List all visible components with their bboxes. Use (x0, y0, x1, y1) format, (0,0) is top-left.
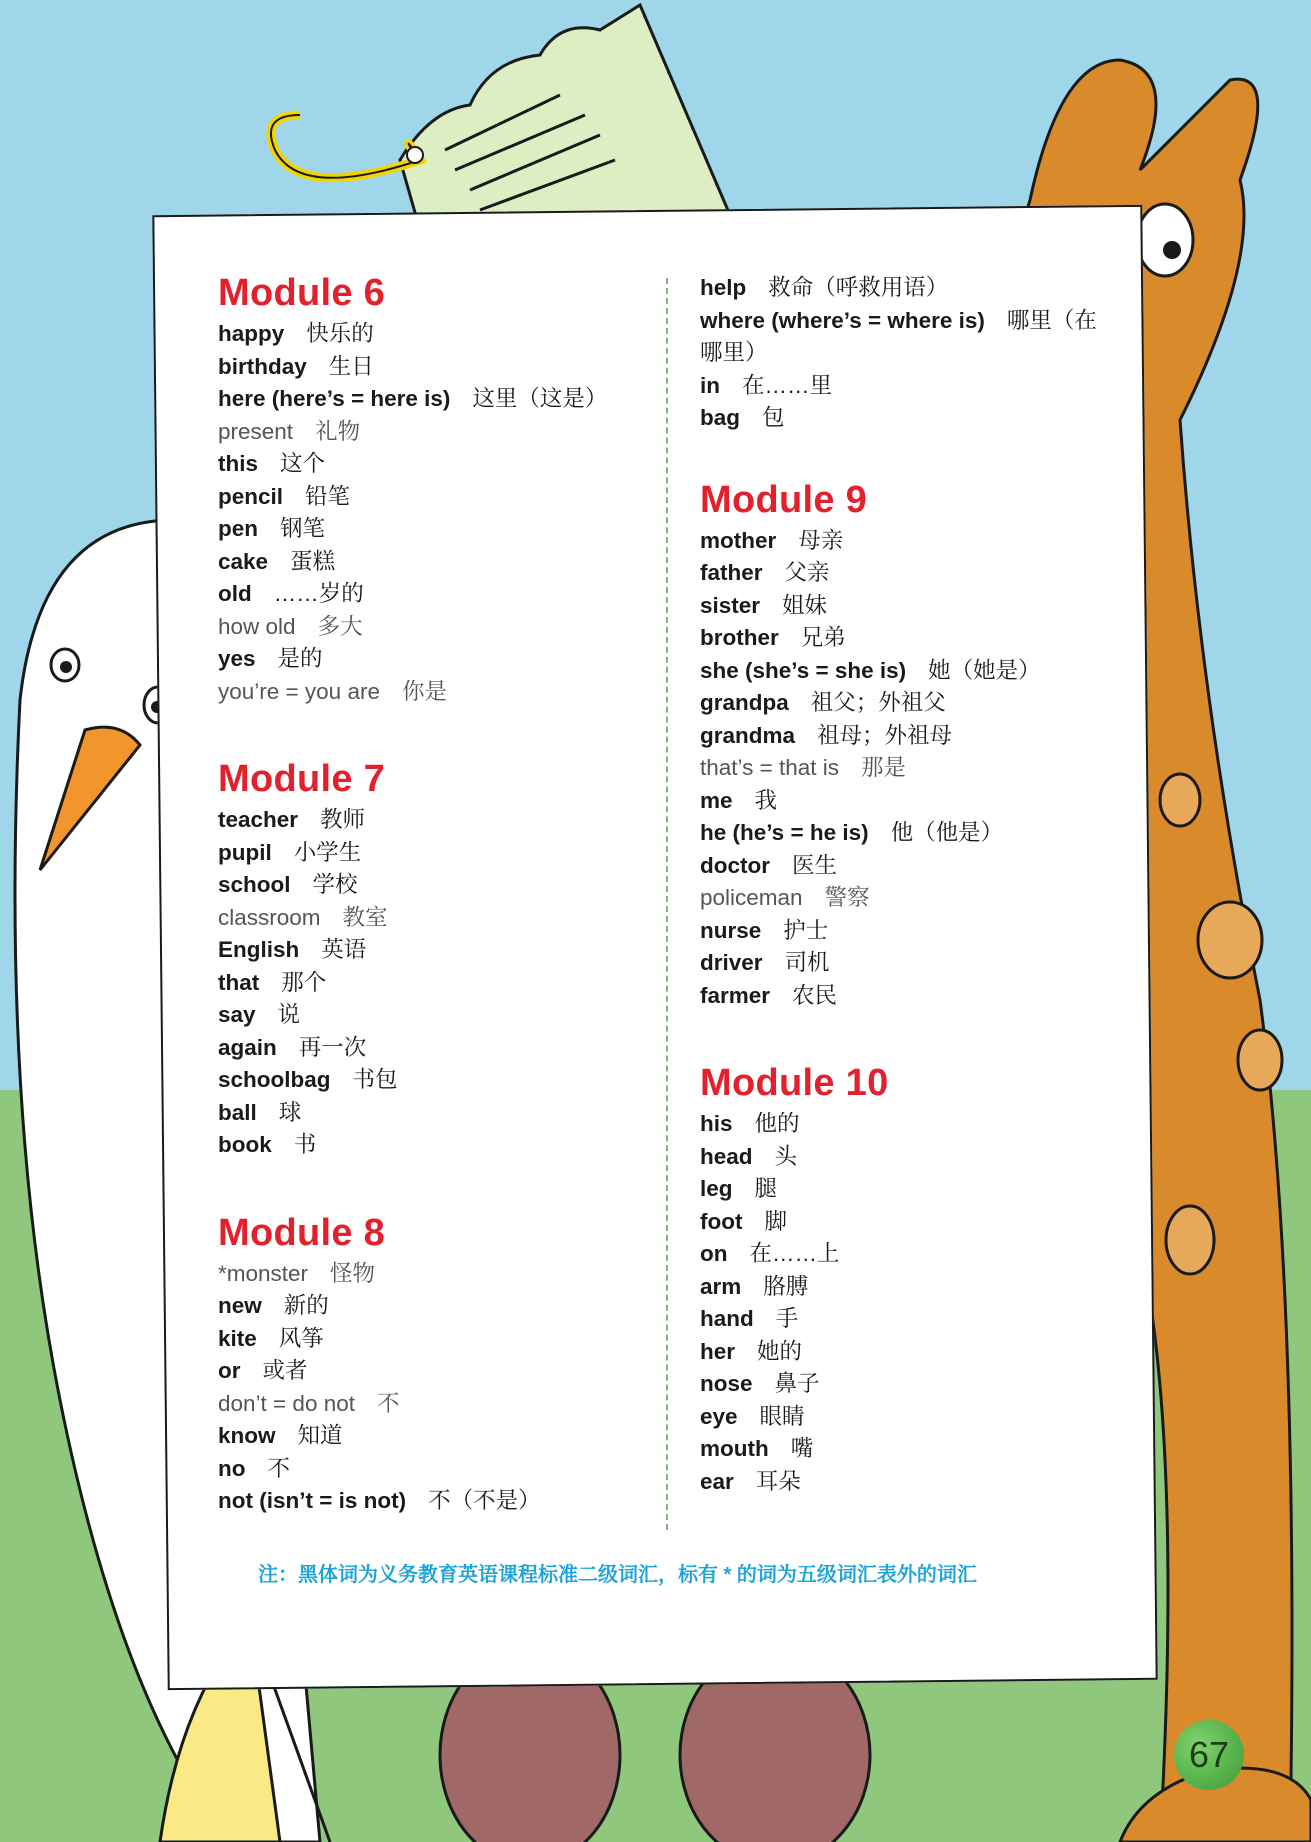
module-title: Module 9 (700, 478, 868, 521)
word-entry (700, 1271, 1100, 1304)
word-list (700, 1108, 1100, 1498)
english-word: classroom (218, 904, 321, 930)
chinese-meaning: 书包 (352, 1067, 398, 1092)
word-entry (700, 1433, 1100, 1466)
english-word: on (700, 1241, 728, 1266)
chinese-meaning: 嘴 (790, 1436, 814, 1461)
english-word: she (she’s = she is) (700, 657, 907, 683)
word-entry (218, 448, 668, 481)
english-word: farmer (700, 982, 771, 1008)
chinese-meaning: 司机 (784, 950, 830, 975)
chinese-meaning: 在……里 (742, 372, 833, 398)
english-word: grandma (700, 722, 796, 748)
word-list (700, 525, 1100, 1013)
english-word: that’s = that is (700, 755, 840, 780)
word-entry (218, 416, 668, 449)
chinese-meaning: 哪里（在哪里） (700, 307, 1097, 365)
module-title: Module 6 (218, 272, 386, 314)
chinese-meaning: 祖母；外祖母 (817, 722, 953, 748)
chinese-meaning: 在……上 (749, 1241, 840, 1266)
english-word: her (700, 1338, 736, 1364)
word-entry (218, 1355, 668, 1388)
english-word: yes (218, 646, 256, 671)
word-entry (700, 817, 1100, 850)
word-entry (218, 318, 668, 351)
english-word: head (700, 1143, 753, 1169)
english-word: teacher (218, 807, 299, 832)
english-word: this (218, 451, 259, 476)
english-word: birthday (218, 353, 307, 379)
word-entry (218, 546, 668, 579)
english-word: here (here’s = here is) (218, 386, 451, 411)
left-column (218, 272, 668, 1524)
english-word: how old (218, 613, 296, 639)
chinese-meaning: 怪物 (330, 1260, 376, 1286)
english-word: brother (700, 625, 779, 650)
word-entry (700, 1206, 1100, 1239)
english-word: present (218, 418, 294, 444)
word-entry (218, 1323, 668, 1356)
chinese-meaning: ……岁的 (273, 581, 364, 606)
word-entry (700, 882, 1100, 915)
chinese-meaning: 耳朵 (755, 1468, 801, 1494)
chinese-meaning: 小学生 (293, 839, 362, 865)
english-word: nose (700, 1371, 753, 1396)
word-entry (700, 687, 1100, 720)
chinese-meaning: 胳膊 (763, 1273, 809, 1299)
word-entry (218, 1129, 668, 1162)
english-word: sister (700, 592, 761, 618)
english-word: eye (700, 1403, 738, 1429)
english-word: pencil (218, 483, 284, 509)
chinese-meaning: 他的 (754, 1111, 800, 1136)
chinese-meaning: 钢笔 (280, 516, 326, 541)
chinese-meaning: 快乐的 (306, 321, 374, 346)
chinese-meaning: 蛋糕 (290, 548, 336, 574)
word-entry (218, 513, 668, 546)
chinese-meaning: 多大 (317, 613, 363, 639)
chinese-meaning: 这个 (280, 451, 326, 476)
chinese-meaning: 书 (293, 1132, 317, 1157)
chinese-meaning: 兄弟 (800, 625, 846, 650)
word-entry (700, 655, 1100, 688)
word-entry (218, 837, 668, 870)
chinese-meaning: 眼睛 (759, 1403, 805, 1429)
word-entry (218, 383, 668, 416)
chinese-meaning: 这里（这是） (472, 386, 608, 411)
chinese-meaning: 父亲 (784, 560, 830, 585)
word-list-continued (700, 272, 1100, 435)
english-word: *monster (218, 1260, 309, 1286)
chinese-meaning: 护士 (783, 917, 829, 943)
chinese-meaning: 或者 (262, 1358, 308, 1383)
english-word: not (isn’t = is not) (218, 1488, 407, 1513)
word-entry (218, 967, 668, 1000)
english-word: policeman (700, 885, 803, 910)
word-entry (218, 804, 668, 837)
english-word: don’t = do not (218, 1390, 355, 1416)
chinese-meaning: 她（她是） (928, 657, 1041, 683)
word-entry (700, 1336, 1100, 1369)
module-7-section (218, 758, 668, 1162)
word-entry (700, 785, 1100, 818)
chinese-meaning: 教室 (342, 904, 388, 930)
word-entry (218, 643, 668, 676)
english-word: old (218, 581, 252, 606)
chinese-meaning: 鼻子 (774, 1371, 820, 1396)
word-entry (700, 557, 1100, 590)
english-word: kite (218, 1325, 257, 1351)
chinese-meaning: 你是 (401, 678, 447, 704)
english-word: grandpa (700, 690, 789, 715)
word-entry (218, 999, 668, 1032)
english-word: doctor (700, 852, 770, 878)
english-word: pen (218, 516, 259, 541)
english-word: driver (700, 950, 763, 975)
english-word: mouth (700, 1436, 769, 1461)
word-entry (218, 578, 668, 611)
word-entry (700, 980, 1100, 1013)
chinese-meaning: 再一次 (298, 1034, 367, 1060)
word-entry (700, 947, 1100, 980)
chinese-meaning: 母亲 (798, 527, 844, 553)
english-word: nurse (700, 917, 762, 943)
word-entry (218, 611, 668, 644)
module-title: Module 8 (218, 1211, 386, 1254)
english-word: help (700, 275, 747, 300)
english-word: ear (700, 1468, 734, 1494)
english-word: no (218, 1455, 246, 1481)
english-word: ball (218, 1099, 257, 1125)
word-entry (700, 272, 1100, 305)
word-entry (700, 305, 1100, 370)
english-word: cake (218, 548, 269, 574)
word-entry (218, 676, 668, 709)
chinese-meaning: 球 (278, 1099, 302, 1125)
word-list (218, 804, 668, 1162)
module-10-section (700, 1062, 1100, 1498)
chinese-meaning: 手 (775, 1306, 799, 1331)
chinese-meaning: 医生 (792, 852, 838, 878)
chinese-meaning: 英语 (321, 937, 367, 962)
chinese-meaning: 教师 (320, 807, 366, 832)
word-entry (218, 1420, 668, 1453)
word-entry (700, 1141, 1100, 1174)
english-word: book (218, 1132, 272, 1157)
word-entry (700, 850, 1100, 883)
english-word: pupil (218, 839, 272, 865)
word-entry (218, 1485, 668, 1518)
english-word: that (218, 969, 260, 995)
english-word: or (218, 1358, 241, 1383)
word-list (218, 318, 668, 708)
right-column (700, 272, 1100, 1504)
word-entry (218, 1290, 668, 1323)
word-entry (700, 1401, 1100, 1434)
word-entry (218, 902, 668, 935)
chinese-meaning: 警察 (824, 885, 870, 910)
english-word: arm (700, 1273, 742, 1299)
chinese-meaning: 学校 (312, 872, 358, 897)
chinese-meaning: 姐妹 (782, 592, 828, 618)
english-word: me (700, 787, 733, 813)
chinese-meaning: 祖父；外祖父 (810, 690, 946, 715)
english-word: English (218, 937, 300, 962)
paper-tag-illustration (271, 5, 730, 230)
word-entry (218, 1258, 668, 1291)
english-word: in (700, 372, 720, 398)
chinese-meaning: 她的 (757, 1338, 803, 1364)
word-entry (700, 1173, 1100, 1206)
chinese-meaning: 不 (267, 1455, 291, 1481)
english-word: happy (218, 321, 285, 346)
word-entry (218, 1453, 668, 1486)
chinese-meaning: 礼物 (315, 418, 361, 444)
chinese-meaning: 铅笔 (305, 483, 351, 509)
english-word: leg (700, 1176, 733, 1201)
chinese-meaning: 说 (277, 1002, 301, 1027)
module-title: Module 10 (700, 1062, 889, 1104)
word-entry (700, 402, 1100, 435)
chinese-meaning: 那个 (281, 969, 327, 995)
word-entry (700, 622, 1100, 655)
footnote: 注：黑体词为义务教育英语课程标准二级词汇，标有 * 的词为五级词汇表外的词汇 (258, 1564, 977, 1586)
word-entry (700, 590, 1100, 623)
english-word: bag (700, 405, 741, 430)
word-entry (218, 934, 668, 967)
module-9-section (700, 479, 1100, 1013)
chinese-meaning: 脚 (764, 1208, 787, 1234)
english-word: hand (700, 1306, 754, 1331)
chinese-meaning: 头 (774, 1143, 798, 1169)
word-entry (700, 1466, 1100, 1499)
word-entry (700, 720, 1100, 753)
english-word: you’re = you are (218, 678, 380, 704)
page-number: 67 (1174, 1720, 1244, 1790)
chinese-meaning: 生日 (328, 353, 374, 379)
word-entry (700, 1303, 1100, 1336)
english-word: father (700, 560, 763, 585)
english-word: new (218, 1293, 262, 1318)
word-entry (700, 370, 1100, 403)
module-title: Module 7 (218, 758, 386, 800)
english-word: where (where’s = where is) (700, 307, 985, 333)
word-entry (218, 351, 668, 384)
english-word: say (218, 1002, 256, 1027)
english-word: mother (700, 527, 777, 553)
chinese-meaning: 他（他是） (890, 820, 1004, 845)
english-word: foot (700, 1208, 743, 1234)
chinese-meaning: 不 (377, 1390, 400, 1416)
word-entry (218, 1097, 668, 1130)
word-entry (700, 525, 1100, 558)
word-entry (700, 1368, 1100, 1401)
word-entry (218, 869, 668, 902)
chinese-meaning: 知道 (297, 1423, 343, 1448)
chinese-meaning: 新的 (283, 1293, 329, 1318)
word-entry (218, 1064, 668, 1097)
word-entry (218, 1388, 668, 1421)
english-word: again (218, 1034, 277, 1060)
word-entry (700, 1108, 1100, 1141)
chinese-meaning: 腿 (754, 1176, 778, 1201)
chinese-meaning: 包 (762, 405, 785, 430)
word-entry (700, 1238, 1100, 1271)
chinese-meaning: 农民 (792, 982, 838, 1008)
word-entry (700, 915, 1100, 948)
english-word: school (218, 872, 291, 897)
word-entry (218, 481, 668, 514)
word-entry (700, 752, 1100, 785)
module-6-section (218, 272, 668, 708)
chinese-meaning: 救命（呼救用语） (768, 275, 949, 300)
chinese-meaning: 风筝 (278, 1325, 324, 1351)
english-word: schoolbag (218, 1067, 331, 1092)
english-word: know (218, 1423, 276, 1448)
chinese-meaning: 不（不是） (428, 1488, 541, 1513)
english-word: he (he’s = he is) (700, 820, 869, 845)
chinese-meaning: 那是 (861, 755, 907, 780)
word-list (218, 1258, 668, 1518)
chinese-meaning: 我 (754, 787, 778, 813)
english-word: his (700, 1111, 733, 1136)
chinese-meaning: 是的 (277, 646, 323, 671)
word-entry (218, 1032, 668, 1065)
module-8-section (218, 1212, 668, 1518)
